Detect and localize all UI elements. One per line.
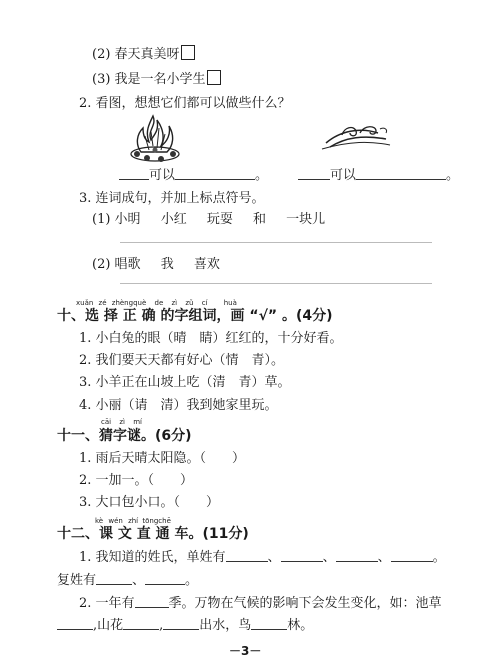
- blank[interactable]: [163, 617, 199, 630]
- blank[interactable]: [251, 617, 287, 630]
- blank-after[interactable]: [356, 167, 446, 180]
- list-item: 4. 小丽（请 清）我到她家里玩。: [79, 398, 278, 413]
- list-item: 3. 大口包小口。（ ）: [79, 495, 220, 510]
- question-2: 2. 一年有 季。万物在气候的影响下会发生变化，如：池草: [79, 596, 442, 611]
- wind-icon: [320, 121, 392, 151]
- section-12-title: 十二、课 文 直 通 车。(11分): [57, 526, 249, 542]
- pinyin-row: xuǎn zé zhèngquè de zì zǔ cí huà: [76, 299, 237, 307]
- campfire-icon: [127, 112, 183, 164]
- answer-line[interactable]: [120, 283, 432, 284]
- picture-answer-left: 可以 。: [119, 167, 268, 184]
- word-list-1: (1) 小明 小红 玩耍 和 一块儿: [92, 212, 326, 227]
- word-list-2: (2) 唱歌 我 喜欢: [92, 257, 220, 272]
- answer-box[interactable]: [181, 45, 195, 60]
- list-item: 1. 小白兔的眼（晴 睛）红红的，十分好看。: [79, 331, 343, 346]
- blank[interactable]: [391, 549, 433, 562]
- list-item: 2. 一加一。（ ）: [79, 473, 194, 488]
- question-1-continued: 复姓有 、 。: [57, 573, 199, 588]
- blank-before[interactable]: [298, 167, 330, 180]
- pinyin-row: cāi zì mí: [101, 418, 142, 426]
- section-10-title: 十、选 择 正 确 的字组词，画 “√” 。(4分): [57, 308, 333, 324]
- blank[interactable]: [123, 617, 159, 630]
- blank[interactable]: [281, 549, 323, 562]
- pinyin-row: kè wén zhí tōngchē: [95, 517, 171, 525]
- section-11-title: 十一、猜字谜。(6分): [57, 428, 192, 444]
- page-number: －3－: [229, 644, 262, 658]
- blank[interactable]: [57, 617, 93, 630]
- sentence-2: (2) 春天真美呀: [92, 45, 195, 63]
- answer-line[interactable]: [120, 242, 432, 243]
- blank[interactable]: [145, 572, 185, 585]
- picture-answer-right: 可以 。: [298, 167, 459, 184]
- blank[interactable]: [135, 595, 169, 608]
- blank[interactable]: [336, 549, 378, 562]
- blank[interactable]: [226, 549, 268, 562]
- question-2: 2. 看图，想想它们都可以做些什么？: [79, 96, 291, 111]
- list-item: 1. 雨后天晴太阳隐。（ ）: [79, 451, 246, 466]
- answer-box[interactable]: [207, 70, 221, 85]
- blank[interactable]: [96, 572, 132, 585]
- blank-after[interactable]: [175, 167, 255, 180]
- blank-before[interactable]: [119, 167, 149, 180]
- question-1: 1. 我知道的姓氏，单姓有 、 、 、 。: [79, 550, 446, 565]
- sentence-3: (3) 我是一名小学生: [92, 70, 221, 88]
- list-item: 2. 我们要天天都有好心（情 青）。: [79, 353, 285, 368]
- question-3: 3. 连词成句，并加上标点符号。: [79, 191, 265, 206]
- list-item: 3. 小羊正在山坡上吃（清 青）草。: [79, 375, 291, 390]
- question-2-continued: ,山花 , 出水，鸟 林。: [57, 617, 313, 634]
